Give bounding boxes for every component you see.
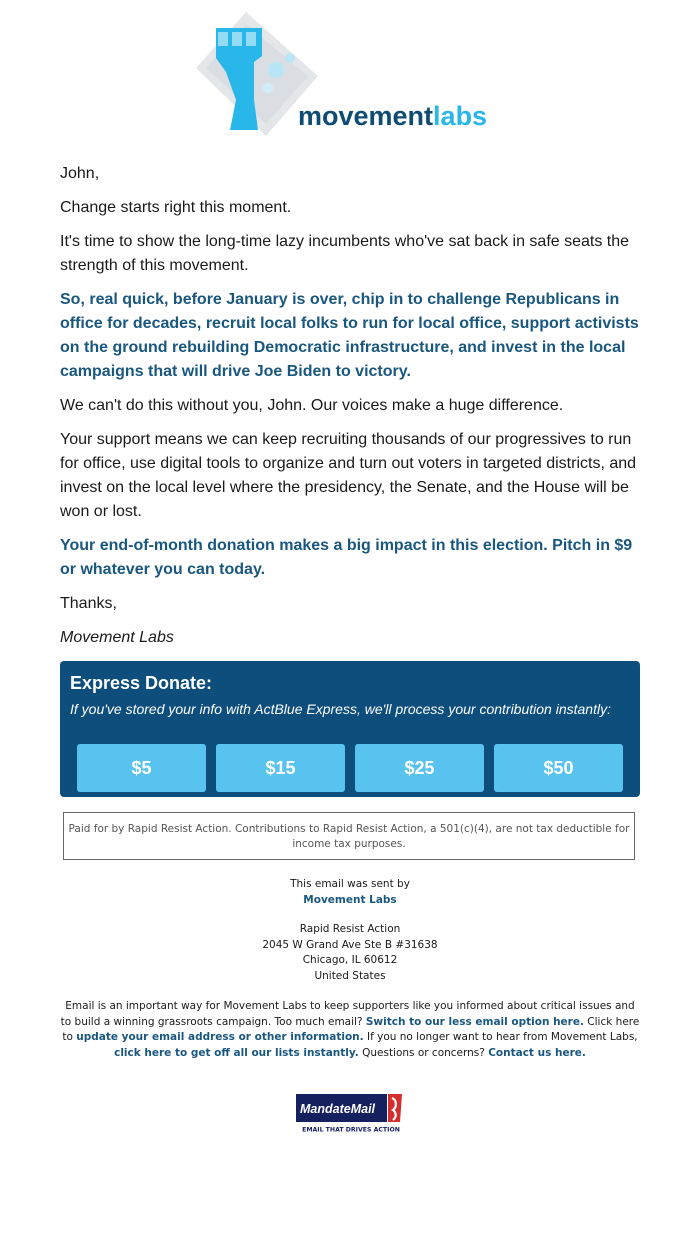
footer-spacer <box>60 908 640 922</box>
mandatemail-logo[interactable] <box>296 1092 406 1134</box>
greeting: John, <box>60 165 100 182</box>
sender-link[interactable]: Movement Labs <box>303 893 397 906</box>
donate-25-button[interactable]: $25 <box>355 744 484 792</box>
footer-text-1: Email is an important way for Movement Labs to keep supporters like you informed about critical issues and to build a winning grassroots campaign. Too much email? <box>60 1000 635 1028</box>
footer-text-4: Questions or concerns? <box>358 1046 489 1059</box>
less-email-link[interactable]: Switch to our less email option here. <box>365 1015 584 1028</box>
footer-legal-text <box>60 999 640 1061</box>
signature: Movement Labs <box>60 629 174 646</box>
thanks: Thanks, <box>60 595 117 612</box>
address-line-3: Chicago, IL 60612 <box>302 954 398 966</box>
brand-wordmark <box>298 101 487 131</box>
address-line-2: 2045 W Grand Ave Ste B #31638 <box>262 938 438 951</box>
brand-movement: movement <box>298 101 434 131</box>
paragraph-6-ask: Your end-of-month donation makes a big impact in this election. Pitch in $9 or whatever you can today. <box>60 537 633 578</box>
footer <box>60 877 640 1061</box>
contact-us-link[interactable]: Contact us here. <box>488 1046 586 1059</box>
express-donate-title: Express Donate: <box>70 673 213 693</box>
email-body <box>60 162 642 660</box>
footer-text-2: Click here to <box>62 1015 640 1043</box>
paragraph-4: We can't do this without you, John. Our voices make a huge difference. <box>60 397 564 414</box>
express-donate-subtitle: If you've stored your info with ActBlue Express, we'll process your contribution instantly: <box>70 701 611 717</box>
brand-labs: labs <box>433 101 488 131</box>
donate-50-button[interactable]: $50 <box>494 744 623 792</box>
address-line-4: United States <box>314 969 386 982</box>
footer-text-3: If you no longer want to hear from Movement Labs, <box>363 1031 638 1043</box>
paragraph-5: Your support means we can keep recruiting thousands of our progressives to run for office, use digital tools to organize and turn out voters in targeted districts, and invest on the local level where the presidency, the Senate, and the House will be won or lost. <box>60 431 637 520</box>
donate-15-button[interactable]: $15 <box>216 744 345 792</box>
donate-5-button[interactable]: $5 <box>77 744 206 792</box>
paragraph-2: It's time to show the long-time lazy incumbents who've sat back in safe seats the strength of this movement. <box>60 233 630 274</box>
footer-spacer <box>60 984 640 999</box>
update-info-link[interactable]: update your email address or other information. <box>76 1031 364 1043</box>
sent-by-label: This email was sent by <box>290 878 410 890</box>
paragraph-1: Change starts right this moment. <box>60 199 292 216</box>
movement-labs-logo[interactable] <box>196 12 496 136</box>
express-donate-panel <box>60 661 640 797</box>
paragraph-3-ask: So, real quick, before January is over, chip in to challenge Republicans in office for decades, recruit local folks to run for local office, support activists on the ground rebuilding Democratic infrastructure, and invest in the local campaigns that will drive Joe Biden to victory. <box>60 291 639 380</box>
mandatemail-name: MandateMail <box>300 1102 376 1116</box>
unsubscribe-link[interactable]: click here to get off all our lists instantly. <box>114 1046 359 1059</box>
address-line-1: Rapid Resist Action <box>299 923 401 935</box>
paid-for-disclaimer: Paid for by Rapid Resist Action. Contributions to Rapid Resist Action, a 501(c)(4), are not tax deductible for income tax purposes. <box>63 812 635 860</box>
mandatemail-tagline: EMAIL THAT DRIVES ACTION <box>302 1126 400 1134</box>
